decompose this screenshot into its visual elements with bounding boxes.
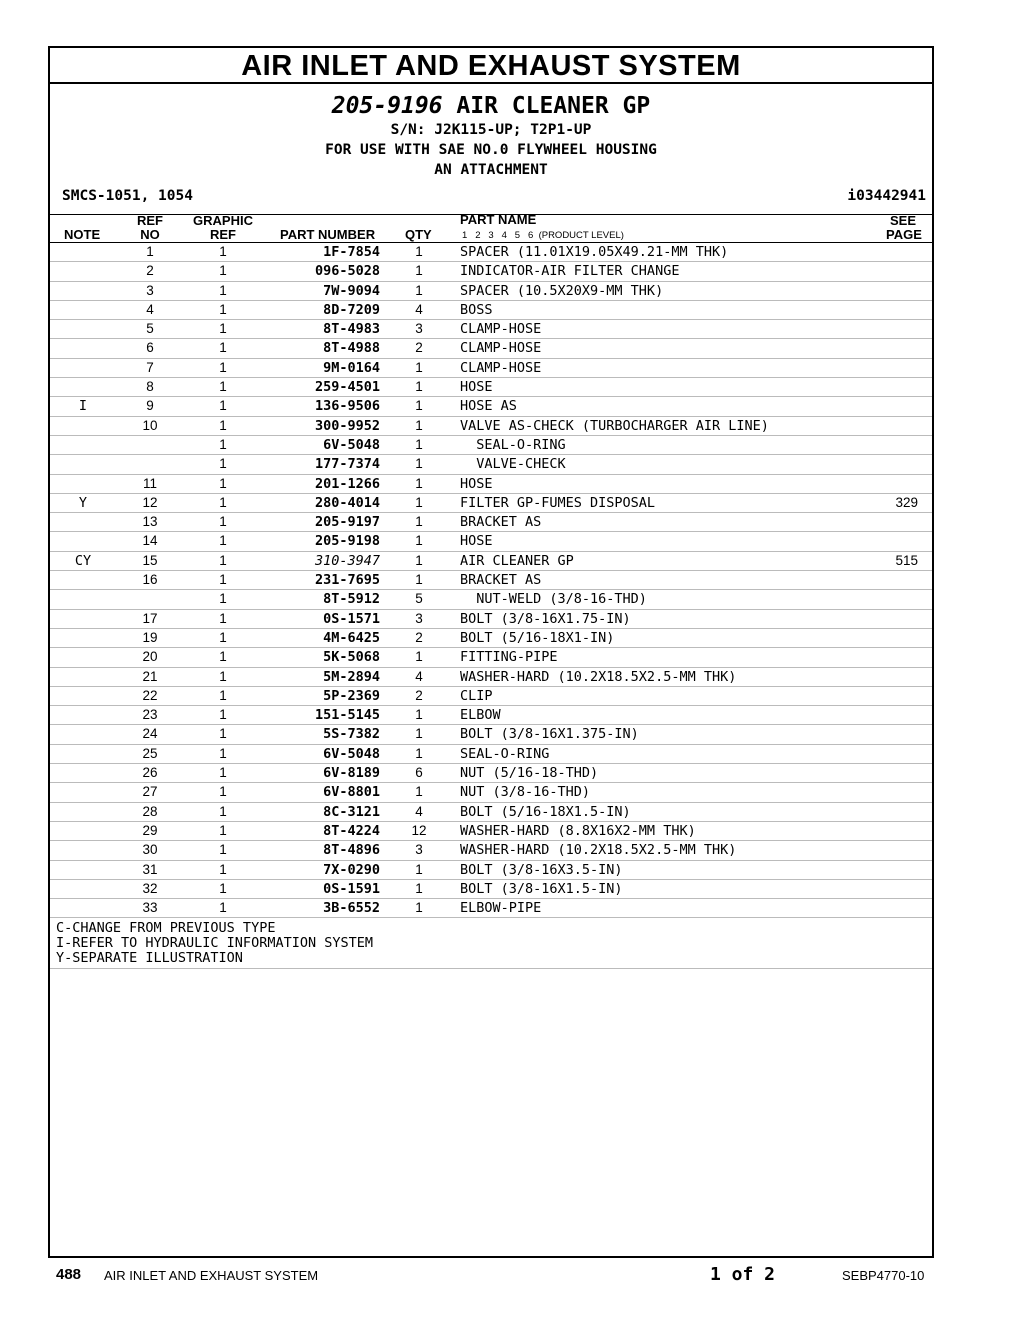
part-name-cell: NUT (3/8-16-THD) [460,784,591,801]
ref-no-cell: 1 [146,244,154,259]
table-row [50,282,932,301]
ref-no-cell: 25 [142,745,158,761]
qty-cell: 1 [415,552,423,568]
col-see-top: SEE [889,213,916,228]
ref-no-cell: 22 [142,687,158,703]
table-row [50,822,932,841]
part-number-cell: 0S-1571 [323,610,380,627]
part-name-cell: WASHER-HARD (10.2X18.5X2.5-MM THK) [460,842,737,859]
part-number-cell: 8T-4896 [323,842,380,859]
graphic-ref-cell: 1 [219,379,227,395]
part-number-cell: 8T-4224 [323,822,380,839]
part-name-cell: SEAL-O-RING [460,745,550,762]
qty-cell: 1 [415,533,423,549]
qty-cell: 4 [415,803,423,819]
part-number-cell: 3B-6552 [323,900,380,917]
col-graphic-top: GRAPHIC [193,213,253,228]
ref-no-cell: 11 [142,475,157,491]
part-name-cell: BOLT (5/16-18X1.5-IN) [460,803,631,820]
graphic-ref-cell: 1 [219,822,227,838]
graphic-ref-cell: 1 [219,803,227,819]
graphic-ref-cell: 1 [219,301,227,317]
table-row [50,301,932,320]
ref-no-cell: 32 [142,880,158,896]
ref-no-cell: 30 [142,842,158,858]
part-name-cell: CLAMP-HOSE [460,359,542,376]
part-name-cell: INDICATOR-AIR FILTER CHANGE [460,263,680,280]
qty-cell: 1 [415,417,423,433]
part-number-cell: 280-4014 [314,494,380,511]
ref-no-cell: 33 [142,900,158,916]
qty-cell: 1 [415,784,423,800]
table-row [50,706,932,725]
graphic-ref-cell: 1 [219,765,227,781]
part-number-cell: 0S-1591 [323,880,380,897]
see-page-cell: 329 [895,494,918,510]
ref-no-cell: 19 [142,629,158,645]
note-line: I-REFER TO HYDRAULIC INFORMATION SYSTEM [56,935,373,952]
qty-cell: 1 [415,359,423,375]
table-row [50,378,932,397]
part-number-cell: 310-3947 [314,552,380,569]
graphic-ref-cell: 1 [219,244,227,259]
ref-no-cell: 27 [142,784,158,800]
graphic-ref-cell: 1 [219,398,227,414]
part-name-cell: HOSE [460,475,493,492]
part-name-cell: SPACER (10.5X20X9-MM THK) [460,282,664,299]
qty-cell: 5 [415,591,423,607]
part-name-cell: BOSS [460,301,493,318]
graphic-ref-cell: 1 [219,572,227,588]
graphic-ref-cell: 1 [219,707,227,723]
part-name-cell: SEAL-O-RING [460,436,566,453]
page-footer [0,1262,1020,1290]
part-name-cell: ELBOW [460,707,501,724]
table-row [50,339,932,358]
parts-table [50,243,932,918]
ref-no-cell: 6 [146,340,154,356]
qty-cell: 1 [415,398,423,414]
graphic-ref-cell: 1 [219,321,227,337]
part-number-cell: 9M-0164 [323,359,380,376]
qty-cell: 1 [415,263,423,279]
part-name-cell: FILTER GP-FUMES DISPOSAL [460,494,656,511]
graphic-ref-cell: 1 [219,533,227,549]
table-row [50,803,932,822]
table-row [50,745,932,764]
qty-cell: 3 [415,842,423,858]
graphic-ref-cell: 1 [219,668,227,684]
part-number-cell: 7X-0290 [323,861,380,878]
part-number-cell: 6V-5048 [323,745,380,762]
part-name-cell: BOLT (3/8-16X1.375-IN) [460,726,639,743]
note-cell: I [78,398,88,415]
part-name-cell: CLAMP-HOSE [460,321,542,338]
part-number-cell: 7W-9094 [323,282,380,299]
table-row [50,552,932,571]
part-number-cell: 8T-4983 [323,321,380,338]
part-number-cell: 5P-2369 [323,687,380,704]
ref-no-cell: 17 [142,610,158,626]
part-name-cell: HOSE [460,379,493,396]
table-row [50,475,932,494]
graphic-ref-cell: 1 [219,687,227,703]
part-number-cell: 201-1266 [314,475,380,492]
part-number-cell: 6V-8189 [323,765,380,782]
qty-cell: 1 [415,900,423,916]
note-cell: CY [74,552,92,569]
illustration-id: i03442941 [847,188,926,204]
table-row [50,262,932,281]
table-row [50,513,932,532]
part-number-cell: 136-9506 [314,398,380,415]
ref-no-cell: 16 [142,572,158,588]
ref-no-cell: 12 [142,494,158,510]
table-row [50,668,932,687]
ref-no-cell: 29 [142,822,158,838]
part-name-cell: BOLT (3/8-16X1.75-IN) [460,610,631,627]
table-row [50,764,932,783]
table-row [50,243,932,262]
graphic-ref-cell: 1 [219,900,227,916]
table-row [50,899,932,918]
part-number-cell: 5M-2894 [323,668,380,685]
graphic-ref-cell: 1 [219,552,227,568]
notes-legend [50,918,932,969]
table-row [50,590,932,609]
ref-no-cell: 5 [146,321,154,337]
part-number-cell: 300-9952 [314,417,380,434]
graphic-ref-cell: 1 [219,649,227,665]
sheet-indicator: 1 of 2 [710,1264,776,1285]
part-number-cell: 6V-5048 [323,436,380,453]
part-name-cell: BRACKET AS [460,514,542,531]
part-name-cell: WASHER-HARD (10.2X18.5X2.5-MM THK) [460,668,737,685]
col-ref-top: REF [137,213,163,228]
table-row [50,532,932,551]
ref-no-cell: 13 [142,514,158,530]
col-note: NOTE [64,227,101,242]
ref-no-cell: 23 [142,707,158,723]
ref-no-cell: 9 [146,398,154,414]
part-name-cell: AIR CLEANER GP [460,552,574,569]
page-number: 488 [56,1266,82,1283]
qty-cell: 4 [415,301,423,317]
part-number-cell: 5S-7382 [323,726,380,743]
qty-cell: 12 [411,822,427,838]
qty-cell: 1 [415,745,423,761]
graphic-ref-cell: 1 [219,880,227,896]
column-headers [50,212,932,243]
part-name-cell: FITTING-PIPE [460,649,558,666]
table-row [50,610,932,629]
part-name-cell: ELBOW-PIPE [460,900,542,917]
part-number-cell: 205-9198 [314,533,380,550]
graphic-ref-cell: 1 [219,610,227,626]
footer-section: AIR INLET AND EXHAUST SYSTEM [104,1268,319,1283]
use-line: FOR USE WITH SAE NO.0 FLYWHEEL HOUSING [325,142,657,158]
part-name-cell: NUT-WELD (3/8-16-THD) [460,591,647,608]
part-name-cell: CLAMP-HOSE [460,340,542,357]
ref-no-cell: 10 [142,417,158,433]
part-name-cell: VALVE-CHECK [460,456,566,473]
graphic-ref-cell: 1 [219,456,227,472]
col-product-level: 1 2 3 4 5 6 (PRODUCT LEVEL) [462,230,624,241]
qty-cell: 1 [415,880,423,896]
part-name-cell: BRACKET AS [460,572,542,589]
page-frame [48,46,934,1258]
part-name-cell: BOLT (3/8-16X1.5-IN) [460,880,623,897]
graphic-ref-cell: 1 [219,475,227,491]
graphic-ref-cell: 1 [219,842,227,858]
col-see-bottom: PAGE [886,227,922,242]
part-number-cell: 8D-7209 [323,301,380,318]
group-name: AIR CLEANER GP [456,93,651,119]
ref-no-cell: 15 [142,552,158,568]
table-row [50,648,932,667]
part-number-cell: 8T-5912 [323,591,380,608]
col-graphic-bottom: REF [210,227,236,242]
qty-cell: 1 [415,456,423,472]
part-number-cell: 151-5145 [314,707,380,724]
col-qty: QTY [405,227,432,242]
smcs-codes: SMCS-1051, 1054 [62,188,193,204]
qty-cell: 2 [415,687,423,703]
part-name-cell: BOLT (5/16-18X1-IN) [460,629,615,646]
qty-cell: 3 [415,610,423,626]
graphic-ref-cell: 1 [219,436,227,452]
part-number-cell: 1F-7854 [323,244,380,260]
qty-cell: 1 [415,436,423,452]
qty-cell: 4 [415,668,423,684]
qty-cell: 1 [415,707,423,723]
ref-no-cell: 8 [146,379,154,395]
col-ref-bottom: NO [140,227,160,242]
graphic-ref-cell: 1 [219,629,227,645]
table-row [50,880,932,899]
part-number-cell: 259-4501 [314,379,380,396]
graphic-ref-cell: 1 [219,861,227,877]
group-header [50,84,932,215]
qty-cell: 1 [415,379,423,395]
table-row [50,417,932,436]
group-part-number: 205-9196 [331,93,443,119]
table-row [50,725,932,744]
table-row [50,783,932,802]
part-name-cell: CLIP [460,687,493,704]
see-page-cell: 515 [895,552,918,568]
table-row [50,687,932,706]
part-name-cell: HOSE AS [460,398,517,415]
ref-no-cell: 14 [142,533,158,549]
part-name-cell: WASHER-HARD (8.8X16X2-MM THK) [460,822,696,839]
table-row [50,359,932,378]
note-line: Y-SEPARATE ILLUSTRATION [56,950,243,967]
col-part-number: PART NUMBER [280,227,376,242]
part-number-cell: 8T-4988 [323,340,380,357]
qty-cell: 1 [415,572,423,588]
graphic-ref-cell: 1 [219,359,227,375]
table-row [50,436,932,455]
part-number-cell: 5K-5068 [323,649,380,666]
part-name-cell: BOLT (3/8-16X3.5-IN) [460,861,623,878]
qty-cell: 2 [415,629,423,645]
ref-no-cell: 2 [146,263,154,279]
ref-no-cell: 21 [142,668,158,684]
qty-cell: 1 [415,282,423,298]
qty-cell: 2 [415,340,423,356]
qty-cell: 1 [415,861,423,877]
graphic-ref-cell: 1 [219,726,227,742]
part-number-cell: 096-5028 [314,263,380,280]
group-title [50,84,932,120]
table-row [50,397,932,416]
table-row [50,861,932,880]
table-row [50,455,932,474]
graphic-ref-cell: 1 [219,340,227,356]
ref-no-cell: 31 [142,861,158,877]
graphic-ref-cell: 1 [219,745,227,761]
table-row [50,320,932,339]
part-name-cell: SPACER (11.01X19.05X49.21-MM THK) [460,244,729,260]
note-line: C-CHANGE FROM PREVIOUS TYPE [56,920,276,937]
graphic-ref-cell: 1 [219,263,227,279]
ref-no-cell: 7 [146,359,154,375]
part-number-cell: 4M-6425 [323,629,380,646]
qty-cell: 1 [415,726,423,742]
graphic-ref-cell: 1 [219,282,227,298]
col-part-name: PART NAME [460,212,537,227]
qty-cell: 1 [415,244,423,259]
qty-cell: 1 [415,514,423,530]
part-number-cell: 6V-8801 [323,784,380,801]
table-row [50,629,932,648]
part-number-cell: 8C-3121 [323,803,380,820]
part-name-cell: VALVE AS-CHECK (TURBOCHARGER AIR LINE) [460,417,769,434]
document-id: SEBP4770-10 [842,1268,925,1283]
part-number-cell: 205-9197 [314,514,380,531]
serial-range: S/N: J2K115-UP; T2P1-UP [390,122,592,138]
qty-cell: 3 [415,321,423,337]
ref-no-cell: 4 [146,301,154,317]
graphic-ref-cell: 1 [219,591,227,607]
note-cell: Y [78,494,88,511]
graphic-ref-cell: 1 [219,417,227,433]
qty-cell: 1 [415,649,423,665]
table-row [50,841,932,860]
table-row [50,571,932,590]
graphic-ref-cell: 1 [219,494,227,510]
part-name-cell: NUT (5/16-18-THD) [460,765,599,782]
graphic-ref-cell: 1 [219,784,227,800]
qty-cell: 6 [415,765,423,781]
ref-no-cell: 28 [142,803,158,819]
part-number-cell: 177-7374 [314,456,380,473]
ref-no-cell: 3 [146,282,154,298]
ref-no-cell: 26 [142,765,158,781]
section-title: AIR INLET AND EXHAUST SYSTEM [50,48,932,84]
part-name-cell: HOSE [460,533,493,550]
part-number-cell: 231-7695 [314,572,380,589]
ref-no-cell: 24 [142,726,158,742]
table-row [50,494,932,513]
qty-cell: 1 [415,475,423,491]
attachment-line: AN ATTACHMENT [434,162,548,178]
ref-no-cell: 20 [142,649,158,665]
graphic-ref-cell: 1 [219,514,227,530]
qty-cell: 1 [415,494,423,510]
